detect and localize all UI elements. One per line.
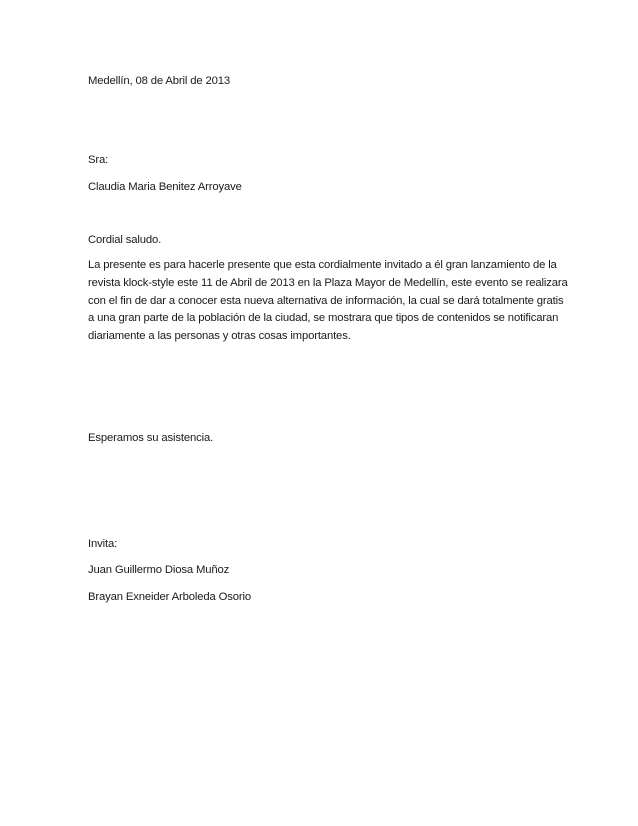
recipient-title: Sra: — [88, 154, 109, 166]
letter-body — [88, 257, 568, 346]
body-line: a una gran parte de la población de la ciudad, se mostrara que tipos de contenidos se notificaran — [88, 312, 559, 325]
body-line: La presente es para hacerle presente que esta cordialmente invitado a él gran lanzamiento de la — [88, 259, 557, 271]
signoff-label: Invita: — [88, 538, 118, 550]
recipient-name: Claudia Maria Benitez Arroyave — [88, 181, 242, 193]
body-line: revista klock-style este 11 de Abril de 2013 en la Plaza Mayor de Medellín, este evento se realizara — [88, 276, 568, 289]
date-line: Medellín, 08 de Abril de 2013 — [88, 75, 230, 87]
closing: Esperamos su asistencia. — [88, 432, 214, 444]
body-line: con el fin de dar a conocer esta nueva alternativa de información, la cual se dará totalmente gratis — [88, 294, 564, 307]
signatory-name: Juan Guillermo Diosa Muñoz — [88, 564, 230, 576]
greeting: Cordial saludo. — [88, 234, 162, 246]
signatory-name: Brayan Exneider Arboleda Osorio — [88, 591, 252, 603]
body-line: diariamente a las personas y otras cosas importantes. — [88, 330, 351, 343]
